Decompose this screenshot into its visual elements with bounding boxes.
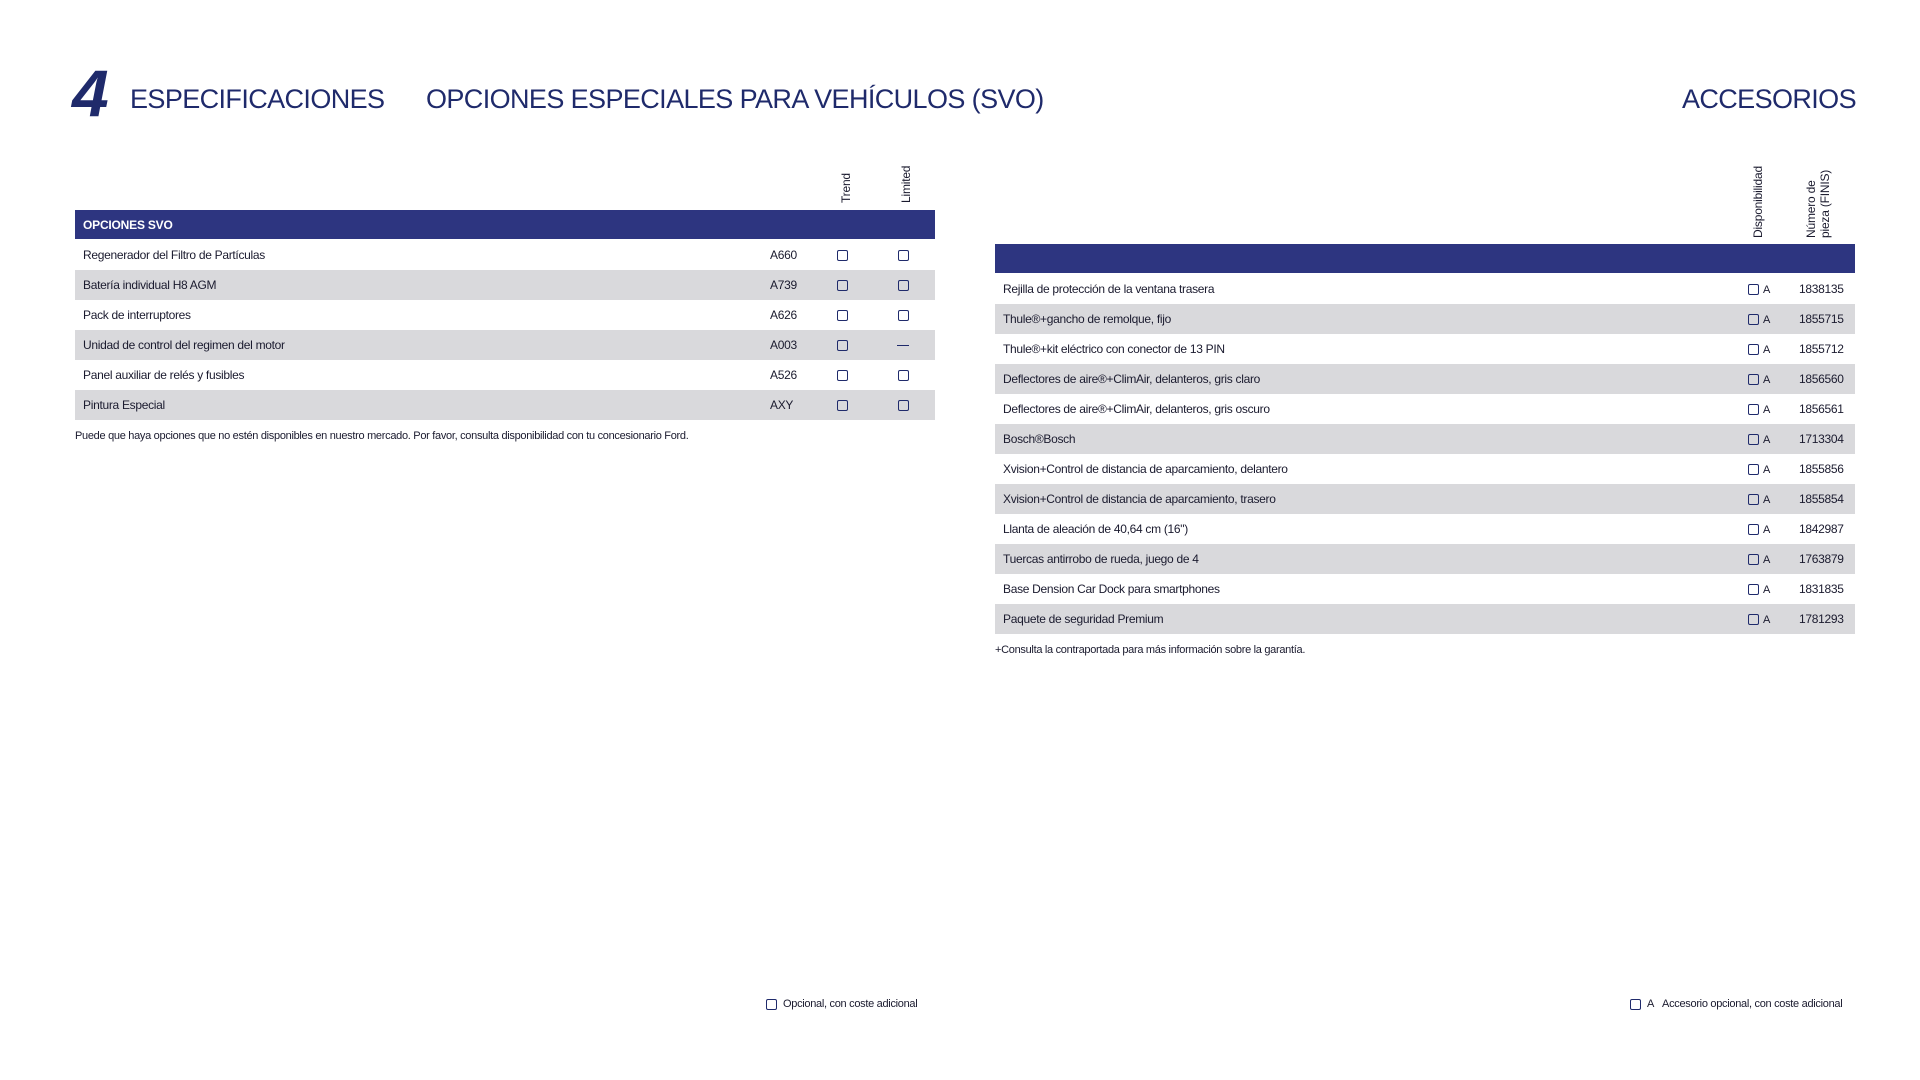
availability-code: A <box>1763 614 1771 626</box>
option-checkbox-icon <box>837 250 848 261</box>
option-checkbox-icon <box>1748 344 1759 355</box>
option-checkbox-icon <box>1748 404 1759 415</box>
row-code: A739 <box>770 278 797 292</box>
option-checkbox-icon <box>898 370 909 381</box>
table-row <box>995 574 1855 604</box>
availability-code: A <box>1763 524 1771 536</box>
table-row <box>75 240 935 270</box>
part-number: 1713304 <box>1799 432 1844 446</box>
option-checkbox-icon <box>1748 464 1759 475</box>
option-checkbox-icon <box>1748 614 1759 625</box>
availability-code: A <box>1763 434 1771 446</box>
availability-code: A <box>1763 494 1771 506</box>
option-checkbox-icon <box>837 280 848 291</box>
option-checkbox-icon <box>1748 584 1759 595</box>
availability-code: A <box>1763 314 1771 326</box>
accessories-legend-code: A <box>1647 998 1655 1010</box>
row-label: Deflectores de aire®+ClimAir, delanteros, gris oscuro <box>1003 402 1270 416</box>
svo-note: Puede que haya opciones que no estén disponibles en nuestro mercado. Por favor, consulta disponibilidad con tu concesionario Ford. <box>75 430 689 442</box>
part-number: 1856561 <box>1799 402 1844 416</box>
row-label: Unidad de control del regimen del motor <box>83 338 285 352</box>
row-label: Base Dension Car Dock para smartphones <box>1003 582 1220 596</box>
part-number: 1838135 <box>1799 282 1844 296</box>
row-label: Llanta de aleación de 40,64 cm (16") <box>1003 522 1188 536</box>
table-row <box>995 424 1855 454</box>
row-label: Thule®+gancho de remolque, fijo <box>1003 312 1171 326</box>
part-number: 1855856 <box>1799 462 1844 476</box>
option-checkbox-icon <box>898 400 909 411</box>
option-checkbox-icon <box>766 999 777 1010</box>
chapter-number: 4 <box>72 56 107 130</box>
option-checkbox-icon <box>898 310 909 321</box>
table-row <box>995 454 1855 484</box>
row-label: Xvision+Control de distancia de aparcamiento, trasero <box>1003 492 1276 506</box>
row-label: Batería individual H8 AGM <box>83 278 217 292</box>
availability-code: A <box>1763 344 1771 356</box>
row-label: Tuercas antirrobo de rueda, juego de 4 <box>1003 552 1199 566</box>
table-row <box>995 274 1855 304</box>
row-label: Panel auxiliar de relés y fusibles <box>83 368 245 382</box>
table-row <box>995 304 1855 334</box>
col-head-part-number-1: Número de <box>1804 180 1818 238</box>
availability-code: A <box>1763 464 1771 476</box>
table-row <box>995 394 1855 424</box>
row-label: Rejilla de protección de la ventana trasera <box>1003 282 1215 296</box>
row-code: A660 <box>770 248 797 262</box>
accessories-legend-text: Accesorio opcional, con coste adicional <box>1662 998 1843 1010</box>
table-row <box>995 334 1855 364</box>
availability-code: A <box>1763 404 1771 416</box>
col-head-part-number-2: pieza (FINIS) <box>1818 169 1832 238</box>
table-row <box>75 390 935 420</box>
table-row <box>995 364 1855 394</box>
row-code: A003 <box>770 338 797 352</box>
option-checkbox-icon <box>1748 524 1759 535</box>
table-row <box>75 270 935 300</box>
availability-code: A <box>1763 554 1771 566</box>
accessories-rows <box>995 274 1855 634</box>
table-row <box>75 360 935 390</box>
accessories-legend <box>1630 998 1842 1010</box>
row-code: A626 <box>770 308 797 322</box>
col-head-availability: Disponibilidad <box>1751 166 1765 238</box>
row-label: Pintura Especial <box>83 398 165 412</box>
not-available-dash-icon <box>897 345 909 346</box>
part-number: 1781293 <box>1799 612 1844 626</box>
accessories-title: ACCESORIOS <box>1681 84 1856 114</box>
col-head-trend: Trend <box>839 173 853 203</box>
accessories-table <box>995 0 1855 1080</box>
part-number: 1831835 <box>1799 582 1844 596</box>
option-checkbox-icon <box>1748 434 1759 445</box>
table-row <box>995 484 1855 514</box>
col-head-limited: Limited <box>899 165 913 203</box>
row-label: Xvision+Control de distancia de aparcamiento, delantero <box>1003 462 1288 476</box>
row-label: Pack de interruptores <box>83 308 191 322</box>
part-number: 1856560 <box>1799 372 1844 386</box>
row-label: Bosch®Bosch <box>1003 432 1076 446</box>
option-checkbox-icon <box>837 370 848 381</box>
table-row <box>995 514 1855 544</box>
part-number: 1855712 <box>1799 342 1844 356</box>
row-label: Paquete de seguridad Premium <box>1003 612 1164 626</box>
option-checkbox-icon <box>1748 284 1759 295</box>
part-number: 1842987 <box>1799 522 1844 536</box>
option-checkbox-icon <box>898 280 909 291</box>
option-checkbox-icon <box>1748 374 1759 385</box>
svo-legend <box>766 998 917 1010</box>
part-number: 1855715 <box>1799 312 1844 326</box>
svo-legend-text: Opcional, con coste adicional <box>783 998 918 1010</box>
svo-title: OPCIONES ESPECIALES PARA VEHÍCULOS (SVO) <box>426 84 1044 114</box>
svo-band: OPCIONES SVO <box>75 210 935 239</box>
row-code: A526 <box>770 368 797 382</box>
part-number: 1855854 <box>1799 492 1844 506</box>
option-checkbox-icon <box>1630 999 1641 1010</box>
row-code: AXY <box>770 398 794 412</box>
table-row <box>995 544 1855 574</box>
availability-code: A <box>1763 584 1771 596</box>
row-label: Regenerador del Filtro de Partículas <box>83 248 265 262</box>
option-checkbox-icon <box>1748 314 1759 325</box>
option-checkbox-icon <box>1748 554 1759 565</box>
accessories-band <box>995 244 1855 273</box>
table-row <box>75 330 935 360</box>
svo-rows <box>75 240 935 420</box>
option-checkbox-icon <box>837 400 848 411</box>
table-row <box>995 604 1855 634</box>
table-row <box>75 300 935 330</box>
row-label: Thule®+kit eléctrico con conector de 13 PIN <box>1003 342 1225 356</box>
option-checkbox-icon <box>1748 494 1759 505</box>
option-checkbox-icon <box>898 250 909 261</box>
accessories-note: +Consulta la contraportada para más información sobre la garantía. <box>995 644 1306 656</box>
svo-table <box>75 0 935 1080</box>
row-label: Deflectores de aire®+ClimAir, delanteros, gris claro <box>1003 372 1261 386</box>
availability-code: A <box>1763 374 1771 386</box>
option-checkbox-icon <box>837 310 848 321</box>
availability-code: A <box>1763 284 1771 296</box>
part-number: 1763879 <box>1799 552 1844 566</box>
chapter-title: ESPECIFICACIONES <box>130 84 385 114</box>
option-checkbox-icon <box>837 340 848 351</box>
